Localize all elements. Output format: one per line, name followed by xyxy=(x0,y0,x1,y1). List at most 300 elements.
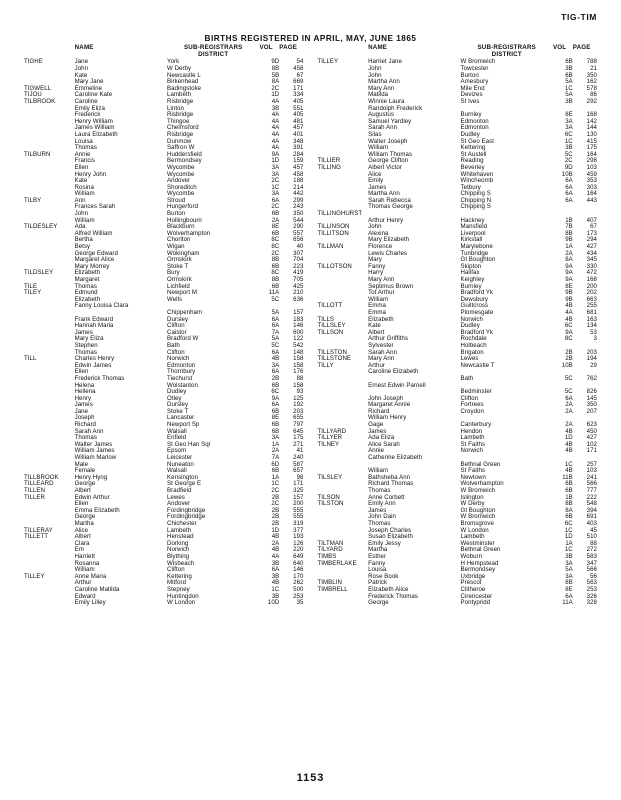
page-cell: 394 xyxy=(586,506,597,514)
district-cell: Wycombe xyxy=(167,163,195,171)
surname-cell xyxy=(24,580,75,587)
table-row xyxy=(318,277,598,284)
volume-cell: 8B xyxy=(271,276,280,283)
page-cell: 557 xyxy=(293,229,304,237)
volume-cell: 1C xyxy=(564,526,573,534)
given-name-cell: Female xyxy=(74,467,96,475)
district-cell: Enfield xyxy=(167,434,187,442)
table-row xyxy=(24,112,304,119)
district-cell: Risbridge xyxy=(167,97,194,105)
surname-cell xyxy=(318,284,369,291)
page-cell: 777 xyxy=(586,487,597,494)
table-row xyxy=(24,488,304,495)
volume-cell: 9A xyxy=(565,276,573,283)
table-row xyxy=(24,310,304,317)
district-cell: Edmonton xyxy=(460,117,489,125)
table-row xyxy=(24,422,304,429)
surname-cell xyxy=(318,73,369,80)
surname-cell: TIMBERLAKE xyxy=(317,559,357,567)
volume-cell: 1D xyxy=(271,91,280,99)
page-cell: 241 xyxy=(586,473,597,481)
table-row xyxy=(318,587,598,594)
page-cell: 45 xyxy=(590,526,597,534)
district-cell: Skipton xyxy=(460,262,482,270)
volume-cell: 6B xyxy=(271,282,280,290)
given-name-cell: Ernest Edwin Parnell xyxy=(368,381,426,389)
table-row xyxy=(24,66,304,73)
header-page: PAGE xyxy=(279,44,298,51)
given-name-cell: George Edward xyxy=(74,249,118,257)
table-row xyxy=(318,435,598,442)
surname-cell xyxy=(24,297,75,304)
table-row xyxy=(24,198,304,205)
given-name-cell: Bertha xyxy=(74,236,93,244)
page-cell: 681 xyxy=(586,308,597,316)
page-cell: 510 xyxy=(586,533,597,541)
table-row xyxy=(318,158,598,165)
volume-cell: 9D xyxy=(564,163,573,171)
given-name-cell: Arthur Henry xyxy=(368,216,404,224)
surname-cell xyxy=(318,119,369,126)
district-cell: Dudley xyxy=(167,388,187,396)
table-row xyxy=(318,409,598,416)
volume-cell: 6B xyxy=(565,487,573,494)
page-cell: 29 xyxy=(590,361,597,369)
district-cell: Dudley xyxy=(460,130,480,138)
table-row xyxy=(24,336,304,343)
given-name-cell: Sarah Rebecca xyxy=(368,196,411,204)
given-name-cell: John Joseph xyxy=(368,394,404,402)
surname-cell: TILSLEY xyxy=(317,473,343,481)
volume-cell: 6B xyxy=(271,467,280,475)
volume-cell: 3B xyxy=(271,559,280,567)
given-name-cell: Samuel Yardley xyxy=(368,117,412,125)
given-name-cell: Henry William xyxy=(74,117,113,125)
surname-cell: TILBURN xyxy=(24,150,51,158)
district-cell: Thingoe xyxy=(167,117,190,125)
page-cell: 348 xyxy=(293,137,304,145)
given-name-cell: Ada Eliza xyxy=(368,434,395,442)
district-cell: Walsall xyxy=(167,427,187,435)
volume-cell: 8B xyxy=(565,579,573,587)
volume-cell: 6A xyxy=(271,322,280,330)
district-cell: Huddersfield xyxy=(167,150,202,158)
given-name-cell: Em xyxy=(74,546,84,554)
district-cell: St Faiths xyxy=(460,467,486,475)
table-row xyxy=(318,402,598,409)
table-row xyxy=(24,429,304,436)
district-cell: Tunbridge xyxy=(460,249,489,257)
surname-cell xyxy=(24,336,75,343)
volume-cell: 5A xyxy=(565,91,573,99)
given-name-cell: Silas xyxy=(368,130,382,138)
table-row xyxy=(318,152,598,159)
given-name-cell: Albert xyxy=(368,328,385,336)
district-cell: Guiltcross xyxy=(460,302,489,310)
table-row xyxy=(318,495,598,502)
table-row xyxy=(318,481,598,488)
table-row xyxy=(24,343,304,350)
surname-cell xyxy=(24,455,75,462)
surname-cell xyxy=(24,251,75,258)
volume-cell: 1D xyxy=(271,157,280,165)
given-name-cell: Augustus xyxy=(368,111,394,119)
given-name-cell: Richard xyxy=(74,421,96,429)
page-cell: 103 xyxy=(586,163,597,171)
page-number: 1153 xyxy=(296,772,325,784)
district-cell: Prescot xyxy=(460,579,482,587)
given-name-cell: Frank Edward xyxy=(74,315,114,323)
surname-cell xyxy=(318,600,369,607)
district-cell: York xyxy=(167,58,180,66)
page-cell: 640 xyxy=(293,559,304,567)
table-row xyxy=(24,231,304,238)
district-cell: Newtown xyxy=(460,473,486,481)
surname-cell xyxy=(24,112,75,119)
surname-cell xyxy=(318,178,369,185)
surname-cell xyxy=(318,402,369,409)
page-cell: 176 xyxy=(293,368,304,376)
surname-cell xyxy=(24,561,75,568)
table-row xyxy=(318,270,598,277)
page-cell: 401 xyxy=(293,130,304,138)
surname-cell: TIMBS xyxy=(317,552,337,560)
given-name-cell: Sarah Ann xyxy=(368,124,398,132)
surname-cell xyxy=(24,600,75,607)
page-cell: 210 xyxy=(293,289,304,297)
surname-cell xyxy=(318,389,369,396)
given-name-cell: Margaret xyxy=(74,276,100,283)
given-name-cell: Florence xyxy=(368,243,393,251)
district-cell: Kettering xyxy=(460,144,486,152)
right-register-table xyxy=(318,45,598,607)
district-cell: Dursley xyxy=(167,315,189,323)
table-row xyxy=(318,264,598,271)
given-name-cell: John xyxy=(74,210,89,218)
district-cell: Wells xyxy=(167,295,183,303)
page-cell: 126 xyxy=(293,539,304,547)
district-cell: Newport M xyxy=(167,289,197,297)
table-row xyxy=(318,119,598,126)
page-cell: 350 xyxy=(293,210,304,218)
volume-cell: 2A xyxy=(565,421,573,429)
volume-cell: 6C xyxy=(564,130,573,138)
page-cell: 290 xyxy=(293,223,304,231)
page-cell: 171 xyxy=(586,447,597,455)
table-row xyxy=(24,145,304,152)
district-cell: Wokingham xyxy=(167,249,200,257)
table-row xyxy=(24,264,304,271)
volume-cell: 4A xyxy=(271,144,280,152)
table-header-row-2 xyxy=(318,52,598,59)
given-name-cell: John xyxy=(368,71,382,79)
surname-cell: TILLEY xyxy=(24,572,45,580)
table-row xyxy=(318,376,598,383)
table-row xyxy=(24,501,304,508)
surname-cell: TILLER xyxy=(24,493,45,501)
volume-cell: 2B xyxy=(565,348,573,356)
district-cell: Lewes xyxy=(167,493,185,501)
page-cell: 544 xyxy=(293,216,304,224)
volume-cell: 2B xyxy=(271,506,280,514)
volume-cell: 8B xyxy=(565,500,573,508)
district-cell: Risbridge xyxy=(167,111,194,119)
table-row xyxy=(24,435,304,442)
table-row xyxy=(24,185,304,192)
given-name-cell: George xyxy=(74,513,96,521)
surname-cell xyxy=(24,383,75,390)
surname-cell xyxy=(318,521,369,528)
volume-cell: 3B xyxy=(565,552,573,560)
table-row xyxy=(318,442,598,449)
volume-cell: 5A xyxy=(271,308,280,316)
surname-cell xyxy=(24,501,75,508)
surname-cell: TILLETT xyxy=(24,533,49,541)
district-cell: Beverley xyxy=(460,163,485,171)
district-cell: W London xyxy=(167,599,196,607)
district-cell: Leicester xyxy=(167,454,193,462)
volume-cell: 2B xyxy=(271,513,280,521)
surname-cell xyxy=(24,204,75,211)
table-row xyxy=(24,224,304,231)
table-row xyxy=(24,330,304,337)
surname-cell xyxy=(24,185,75,192)
page-cell: 148 xyxy=(293,348,304,356)
page-cell: 40 xyxy=(296,243,304,251)
surname-cell xyxy=(318,528,369,535)
table-row xyxy=(318,429,598,436)
given-name-cell: Thomas xyxy=(74,348,97,356)
district-cell: Chichester xyxy=(167,519,197,527)
volume-cell: 3A xyxy=(271,170,280,178)
table-row xyxy=(318,580,598,587)
given-name-cell: Harry xyxy=(368,269,384,277)
district-cell: Burton xyxy=(167,210,186,218)
surname-cell xyxy=(318,514,369,521)
volume-cell: 6A xyxy=(271,368,280,376)
surname-cell: TILLEY xyxy=(317,58,339,66)
given-name-cell: Annie xyxy=(368,447,384,455)
district-cell: Chelmsford xyxy=(167,124,199,132)
district-cell: Marylebone xyxy=(460,243,493,251)
given-name-cell: Ellen xyxy=(74,500,89,508)
given-name-cell: Martha xyxy=(74,519,94,527)
district-cell: Linton xyxy=(167,104,184,112)
volume-cell: 2C xyxy=(271,203,280,211)
table-row xyxy=(318,541,598,548)
district-cell: Dunmow xyxy=(167,137,192,145)
table-row xyxy=(318,594,598,601)
volume-cell: 2A xyxy=(565,401,573,409)
district-cell: Clitheroe xyxy=(460,585,486,593)
table-row xyxy=(24,237,304,244)
district-cell: Hungerford xyxy=(167,203,199,211)
surname-cell xyxy=(24,158,75,165)
page-cell: 826 xyxy=(586,388,597,396)
volume-cell: 10D xyxy=(267,599,280,607)
surname-cell xyxy=(24,330,75,337)
volume-cell: 6C xyxy=(564,322,573,330)
volume-cell: 4A xyxy=(271,124,280,132)
given-name-cell: Henry John xyxy=(74,170,107,178)
district-cell: Otley xyxy=(167,394,182,402)
surname-cell: TILLBROOK xyxy=(24,473,59,481)
page-cell: 500 xyxy=(293,585,304,593)
surname-cell xyxy=(24,541,75,548)
table-row xyxy=(24,270,304,277)
table-row xyxy=(318,600,598,607)
surname-cell xyxy=(24,389,75,396)
table-row xyxy=(24,204,304,211)
given-name-cell: John xyxy=(368,223,382,231)
volume-cell: 3B xyxy=(565,97,573,105)
given-name-cell: George xyxy=(74,480,96,488)
page-cell: 566 xyxy=(586,566,597,574)
page-cell: 188 xyxy=(293,177,304,185)
surname-cell xyxy=(318,86,369,93)
volume-cell: 2C xyxy=(271,500,280,508)
district-cell xyxy=(461,369,553,376)
volume-cell: 6B xyxy=(565,480,573,488)
page-cell: 434 xyxy=(586,249,597,257)
district-cell: Whitehaven xyxy=(460,170,494,178)
given-name-cell: Louisa xyxy=(368,566,387,574)
table-row xyxy=(24,317,304,324)
given-name-cell: Fanny Louisa Clara xyxy=(74,302,129,310)
volume-cell: 5C xyxy=(564,150,573,158)
district-cell: Bradford Yk xyxy=(460,289,494,297)
surname-cell xyxy=(318,92,369,99)
header-sub-registrars: SUB-REGISTRARS xyxy=(183,44,243,51)
left-table-body xyxy=(24,59,304,606)
district-cell: Bradfield xyxy=(167,487,192,494)
table-row xyxy=(24,475,304,482)
district-cell: St Geo Han Sqr xyxy=(167,440,211,448)
page-cell: 350 xyxy=(586,401,597,409)
table-row xyxy=(24,448,304,455)
given-name-cell: Richard Thomas xyxy=(368,480,414,488)
table-row xyxy=(24,79,304,86)
district-cell: Wigan xyxy=(167,243,185,251)
given-name-cell: Edwin Arthur xyxy=(74,493,110,501)
table-row xyxy=(318,574,598,581)
volume-cell: 1A xyxy=(565,539,573,547)
table-row xyxy=(24,600,304,607)
page-cell: 56 xyxy=(590,572,597,580)
district-cell: Halifax xyxy=(460,269,480,277)
district-cell: St Ives xyxy=(460,97,480,105)
district-cell: Andover xyxy=(167,500,191,508)
page-cell: 307 xyxy=(293,249,304,257)
given-name-cell: Margaret Alice xyxy=(74,256,115,264)
page-cell: 162 xyxy=(586,78,597,86)
given-name-cell: Caroline Elizabeth xyxy=(368,368,419,376)
district-cell: Bedminster xyxy=(460,388,492,396)
given-name-cell: Martha Ann xyxy=(368,78,400,86)
volume-cell: 9B xyxy=(565,236,573,244)
page-cell: 407 xyxy=(586,216,597,224)
volume-cell: 2C xyxy=(564,157,573,165)
surname-cell: TILYARD xyxy=(317,546,343,554)
volume-cell: 3A xyxy=(271,190,280,198)
given-name-cell: Thomas xyxy=(368,487,391,494)
surname-cell xyxy=(24,73,75,80)
volume-cell: 4B xyxy=(565,315,573,323)
volume-cell: 3B xyxy=(271,592,280,600)
volume-cell: 3A xyxy=(271,361,280,369)
district-cell: Bath xyxy=(460,374,474,382)
page-cell: 705 xyxy=(293,276,304,283)
table-row xyxy=(318,244,598,251)
given-name-cell: James xyxy=(368,506,387,514)
table-row xyxy=(318,547,598,554)
page-cell: 130 xyxy=(586,130,597,138)
given-name-cell: Mary Ann xyxy=(368,84,395,92)
volume-cell: 6A xyxy=(271,348,280,356)
given-name-cell: Winnie Laura xyxy=(368,97,405,105)
page-cell: 481 xyxy=(293,117,304,125)
page-cell: 93 xyxy=(296,388,304,396)
page-cell: 563 xyxy=(586,579,597,587)
table-row xyxy=(318,99,598,106)
table-row xyxy=(318,323,598,330)
volume-cell: 5C xyxy=(271,295,280,303)
given-name-cell: Caroline xyxy=(74,97,98,105)
page-cell: 704 xyxy=(293,256,304,264)
surname-cell xyxy=(24,396,75,403)
table-header-row-2 xyxy=(24,52,304,59)
volume-cell: 1C xyxy=(271,480,280,488)
district-cell: Lambeth xyxy=(167,91,192,99)
surname-cell xyxy=(318,172,369,179)
district-cell: Burnley xyxy=(460,111,482,119)
surname-cell xyxy=(318,99,369,106)
given-name-cell: Albert xyxy=(74,533,91,541)
page-cell: 788 xyxy=(586,58,597,66)
page-cell xyxy=(573,204,597,211)
volume-cell: 3B xyxy=(565,65,573,72)
surname-cell: TILSTON xyxy=(317,500,344,508)
surname-cell xyxy=(318,185,369,192)
page-cell: 144 xyxy=(586,124,597,132)
volume-cell: 4A xyxy=(565,308,573,316)
volume-cell: 8A xyxy=(565,256,573,264)
district-cell: Reading xyxy=(460,157,484,165)
given-name-cell: Francis xyxy=(74,157,95,165)
volume-cell: 3B xyxy=(271,572,280,580)
surname-cell xyxy=(318,409,369,416)
surname-cell xyxy=(24,547,75,554)
page-cell: 797 xyxy=(293,421,304,429)
table-row xyxy=(24,73,304,80)
volume-cell: 6B xyxy=(271,229,280,237)
page-cell: 566 xyxy=(586,480,597,488)
table-row xyxy=(318,172,598,179)
surname-cell xyxy=(24,514,75,521)
district-cell: Liverpool xyxy=(460,229,486,237)
district-cell: Norwich xyxy=(460,447,483,455)
volume-cell: 2C xyxy=(271,249,280,257)
given-name-cell: Emma xyxy=(368,308,386,316)
surname-cell xyxy=(24,139,75,146)
volume-cell: 6A xyxy=(565,190,573,198)
given-name-cell: Esther xyxy=(368,552,387,560)
district-cell: Norwich xyxy=(167,355,190,363)
given-name-cell: Henry xyxy=(74,394,92,402)
volume-cell: 6B xyxy=(271,427,280,435)
table-row xyxy=(318,185,598,192)
page-cell: 35 xyxy=(296,599,304,607)
